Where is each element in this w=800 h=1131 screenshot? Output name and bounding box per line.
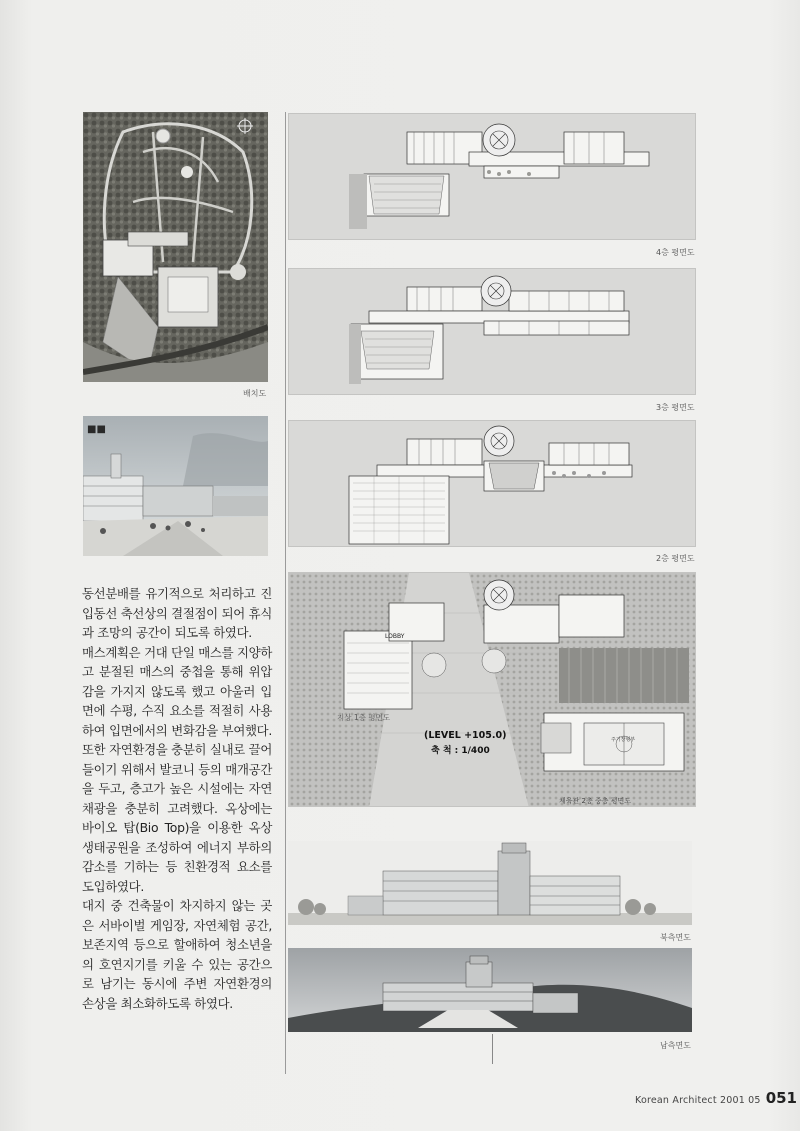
lobby-label: LOBBY xyxy=(385,633,405,640)
floor2-caption: 2층 평면도 xyxy=(656,554,695,563)
site-plan-caption: 배치도 xyxy=(243,389,267,398)
floor1-plan xyxy=(288,572,696,807)
floor3-caption: 3층 평면도 xyxy=(656,403,695,412)
site-plan-image xyxy=(83,112,268,382)
level-label: (LEVEL +105.0) xyxy=(424,730,507,741)
body-paragraph: 매스계획은 거대 단일 매스를 지양하고 분절된 매스의 중첩을 통해 위압감을 가지지 않도록 했고 아울러 입면에 수평, 수직 요소를 적절히 사용하여 입면에서의 변화감을 부여했다. 또한 자연환경을 충분히 실내로 끌어들이기 위해서 발코니 등의 매개공간을 두고, 층고가 높은 시설에는 자연채광을 충분히 고려했다. 옥상에는 바이오 탑(Bio Top)을 이용한 옥상생태공원을 조성하여 에너지 부하의 감소를 기하는 등 친환경적 요소를 도입하였다. xyxy=(82,644,272,894)
perspective-rendering xyxy=(83,416,268,556)
body-paragraph: 대지 중 건축물이 차지하지 않는 곳은 서바이벌 게임장, 자연체험 공간, 보존지역 등으로 할애하여 청소년을 의 호연지기를 키울 수 있는 공간으로 남기는 동시에 주변 자연환경의 손상을 최소화하도록 하였다. xyxy=(82,898,272,1011)
gym-name-label: 주기장형부 xyxy=(611,737,636,743)
south-elevation-caption: 남측면도 xyxy=(660,1041,691,1050)
magazine-name: Korean Architect 2001 05 xyxy=(635,1095,761,1106)
page-number: 051 xyxy=(765,1089,797,1107)
body-text xyxy=(82,584,272,1013)
floor4-plan xyxy=(288,113,696,240)
scale-label: 축 척 : 1/400 xyxy=(431,746,490,756)
body-paragraph: 동선분배를 유기적으로 처리하고 진입동선 축선상의 결절점이 되어 휴식과 조망의 공간이 되도록 하였다. xyxy=(82,586,272,640)
leader-line xyxy=(492,1034,493,1064)
svg-text:■■: ■■ xyxy=(87,424,106,435)
page-footer xyxy=(635,1089,797,1107)
floor4-caption: 4층 평면도 xyxy=(656,248,695,257)
ground-floor-label: 지상 1층 평면도 xyxy=(337,713,391,722)
south-elevation xyxy=(288,948,692,1032)
column-divider xyxy=(285,112,286,1074)
floor3-plan xyxy=(288,268,696,395)
floor2-plan xyxy=(288,420,696,547)
gym-floor-label: 체육관 2층 중층 평면도 xyxy=(559,797,631,805)
north-elevation-caption: 북측면도 xyxy=(660,933,691,942)
north-elevation xyxy=(288,841,692,925)
